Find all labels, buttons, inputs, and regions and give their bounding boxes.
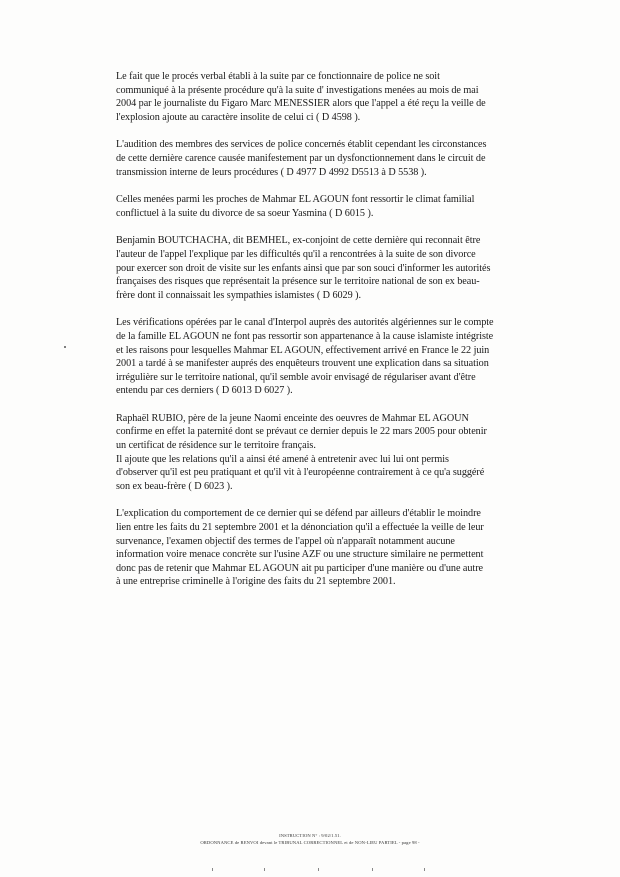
text-line: d'observer qu'il est peu pratiquant et qu'il vit à l'européenne contrairement à ce qu'a suggéré <box>116 467 485 479</box>
text-line: 2001 a tardé à se manifester auprés des enquêteurs trouvent une explication dans sa situation <box>116 358 489 370</box>
text-line: communiqué à la présente procédure qu'à la suite d' investigations menées au mois de mai <box>116 84 479 96</box>
footer-ordonnance: ORDONNANCE de RENVOI devant le TRIBUNAL CORRECTIONNEL et de NON-LIEU PARTIEL - page 98 - <box>200 840 420 845</box>
page-footer <box>150 832 470 846</box>
text-line: Celles menées parmi les proches de Mahmar EL AGOUN font ressortir le climat familial <box>116 194 475 206</box>
text-line: Il ajoute que les relations qu'il a ainsi été amené à entretenir avec lui lui ont permis <box>116 453 449 465</box>
paragraph-7 <box>116 507 542 589</box>
text-line: confirme en effet la paternité dont se prévaut ce dernier depuis le 22 mars 2005 pour obtenir <box>116 426 487 438</box>
paragraph-1 <box>116 70 542 124</box>
text-line: de la famille EL AGOUN ne font pas ressortir son appartenance à la cause islamiste intégriste <box>116 330 494 342</box>
text-line: conflictuel à la suite du divorce de sa soeur Yasmina ( D 6015 ). <box>116 207 374 219</box>
text-line: 2004 par le journaliste du Figaro Marc MENESSIER alors que l'appel a été reçu la veille de <box>116 98 486 110</box>
document-body <box>116 70 542 603</box>
text-line: pour exercer son droit de visite sur les enfants ainsi que par son souci d'informer les autorités <box>116 262 491 274</box>
text-line: de cette dernière carence causée manifestement par un dysfonctionnement dans le circuit de <box>116 152 486 164</box>
text-line: lien entre les faits du 21 septembre 2001 et la dénonciation qu'il a effectuée la veille de leur <box>116 522 484 534</box>
footer-instruction: INSTRUCTION N° : 9/02/1.51. <box>279 833 341 838</box>
text-line: l'auteur de l'appel l'explique par les difficultés qu'il a rencontrées à la suite de son divorce <box>116 248 476 260</box>
text-line: Benjamin BOUTCHACHA, dit BEMHEL, ex-conjoint de cette dernière qui reconnait être <box>116 235 481 247</box>
text-line: entendu par ces derniers ( D 6013 D 6027 ). <box>116 385 293 397</box>
text-line: transmission interne de leurs procédures ( D 4977 D 4992 D5513 à D 5538 ). <box>116 166 427 178</box>
text-line: son ex beau-frère ( D 6023 ). <box>116 480 233 492</box>
margin-mark <box>64 346 66 348</box>
scan-mark <box>372 868 373 871</box>
text-line: L'audition des membres des services de police concernés établit cependant les circonstances <box>116 139 487 151</box>
paragraph-4 <box>116 234 542 302</box>
scan-mark <box>318 868 319 871</box>
scan-mark <box>212 868 213 871</box>
text-line: irrégulière sur le territoire national, qu'il semble avoir envisagé de régulariser avant d'être <box>116 371 476 383</box>
paragraph-3 <box>116 193 542 220</box>
paragraph-5 <box>116 316 542 398</box>
paragraph-2 <box>116 138 542 179</box>
text-line: un certificat de résidence sur le territoire français. <box>116 440 316 452</box>
text-line: L'explication du comportement de ce dernier qui se défend par ailleurs d'établir le moindre <box>116 508 481 520</box>
text-line: survenance, l'examen objectif des termes de l'appel où n'apparaît notamment aucune <box>116 535 455 547</box>
text-line: et les raisons pour lesquelles Mahmar EL AGOUN, effectivement arrivé en France le 22 juin <box>116 344 490 356</box>
text-line: donc pas de retenir que Mahmar EL AGOUN ait pu participer d'une manière ou d'une autre <box>116 562 484 574</box>
paragraph-6 <box>116 412 542 494</box>
text-line: Les vérifications opérées par le canal d'Interpol auprès des autorités algériennes sur le compte <box>116 317 494 329</box>
scan-mark <box>264 868 265 871</box>
text-line: l'explosion ajoute au caractère insolite de celui ci ( D 4598 ). <box>116 111 361 123</box>
scan-edge-marks <box>0 868 620 872</box>
text-line: frère dont il connaissait les sympathies islamistes ( D 6029 ). <box>116 289 361 301</box>
text-line: Raphaël RUBIO, père de la jeune Naomi enceinte des oeuvres de Mahmar EL AGOUN <box>116 412 469 424</box>
text-line: information voire menace concrète sur l'usine AZF ou une structure similaire ne permettent <box>116 549 484 561</box>
scan-mark <box>424 868 425 871</box>
text-line: à une entreprise criminelle à l'origine des faits du 21 septembre 2001. <box>116 576 396 588</box>
text-line: françaises des risques que représentait la présence sur le territoire national de son ex beau- <box>116 276 480 288</box>
text-line: Le fait que le procés verbal établi à la suite par ce fonctionnaire de police ne soit <box>116 71 440 82</box>
